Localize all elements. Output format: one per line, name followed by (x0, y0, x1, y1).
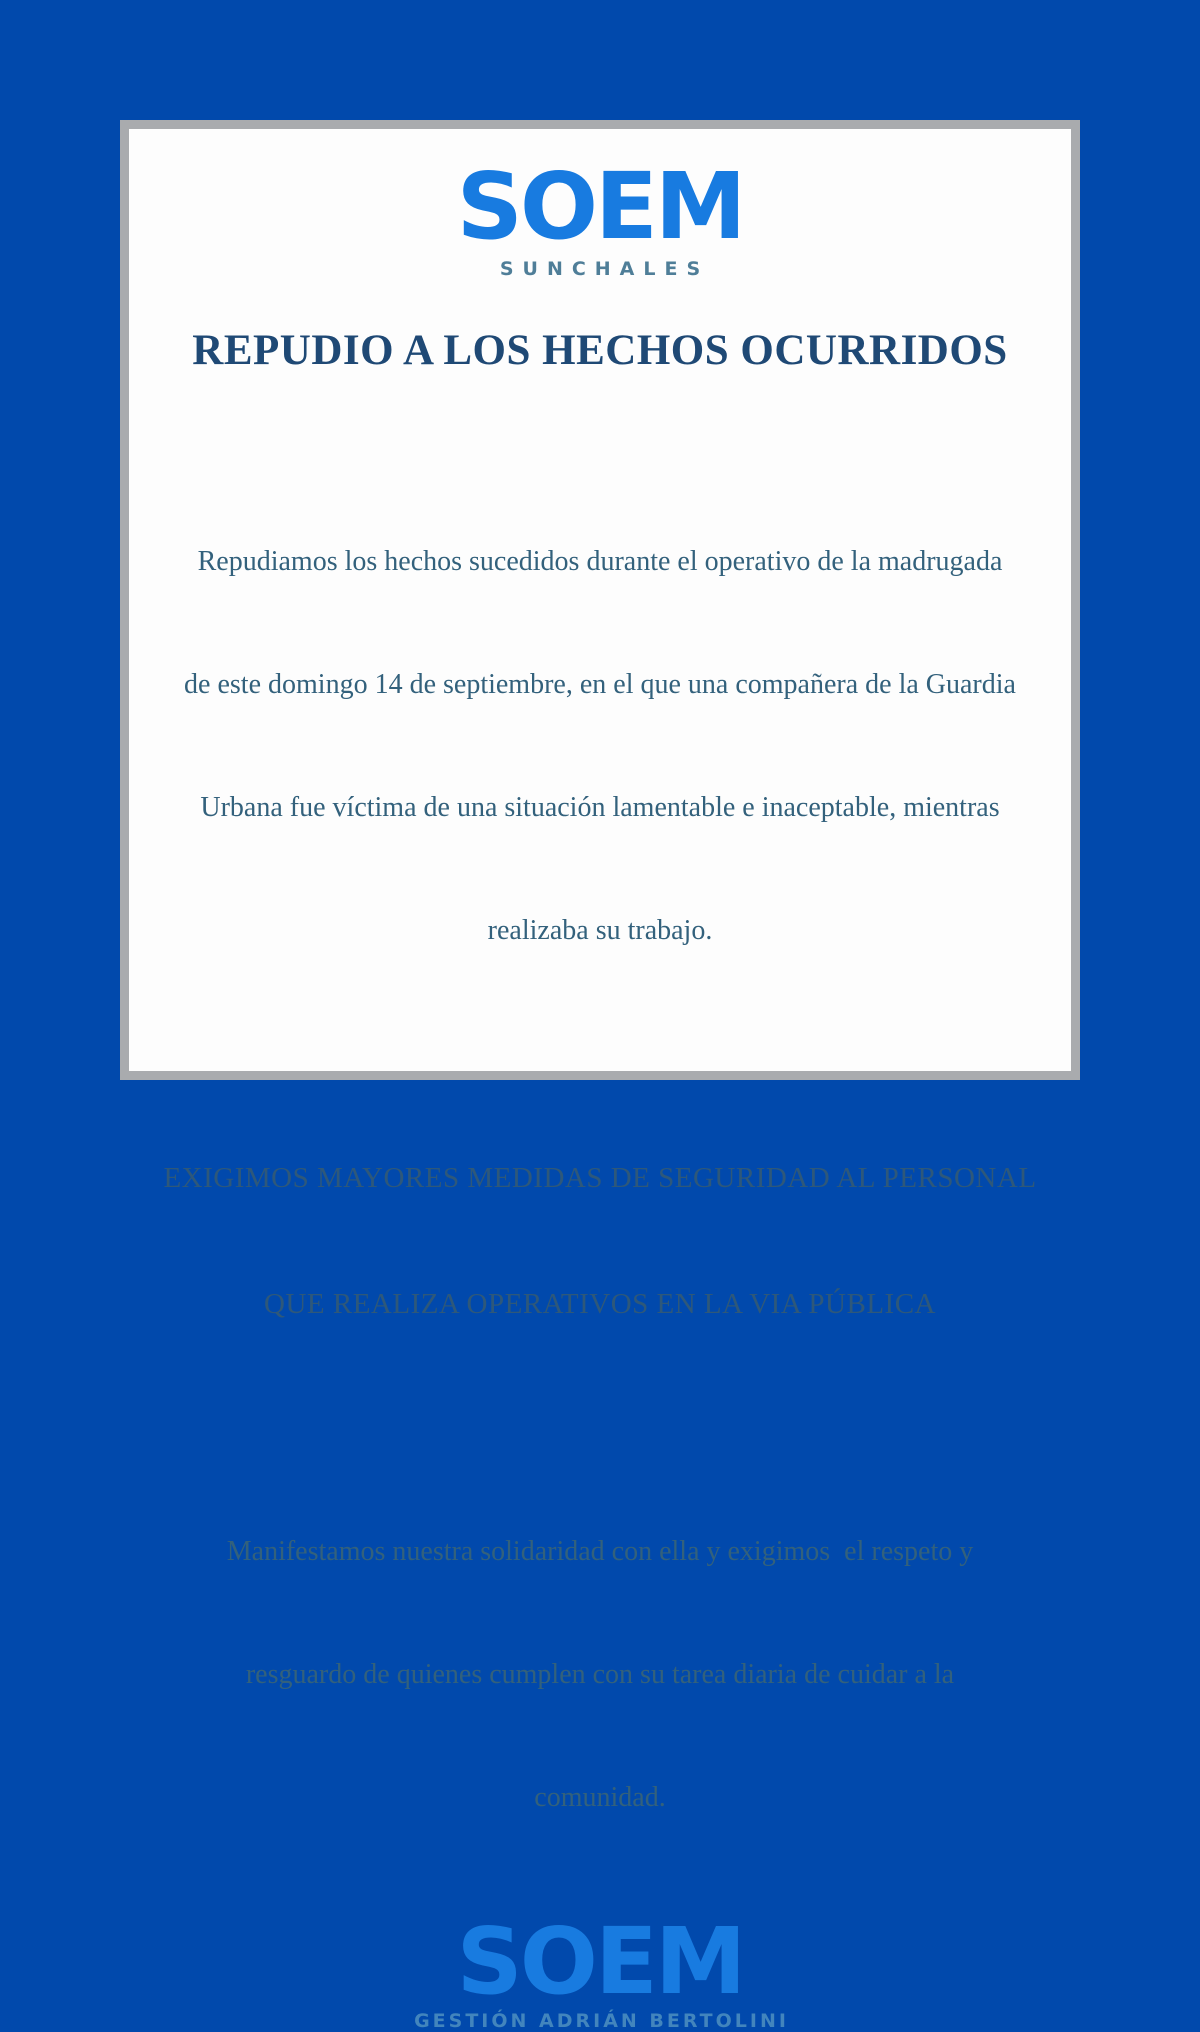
paragraph-solidaridad-line: comunidad. (534, 1781, 666, 1813)
paragraph-repudio (184, 459, 1016, 1033)
demand-statement-line: EXIGIMOS MAYORES MEDIDAS DE SEGURIDAD AL PERSONAL (163, 1161, 1037, 1194)
announcement-card (120, 120, 1080, 2032)
soem-logo-top-wordmark: SOEM (456, 153, 744, 260)
soem-logo-bottom-subtitle: GESTIÓN ADRIÁN BERTOLINI (414, 2010, 789, 2032)
paragraph-repudio-line: Urbana fue víctima de una situación lamentable e inaceptable, mientras (200, 791, 1000, 823)
paragraph-repudio-line: realizaba su trabajo. (487, 914, 713, 946)
paragraph-solidaridad (227, 1449, 973, 1900)
paragraph-solidaridad-line: Manifestamos nuestra solidaridad con ella y exigimos el respeto y (226, 1535, 974, 1567)
soem-logo-bottom-wordmark: SOEM (456, 1907, 744, 2015)
soem-logo-bottom (411, 1907, 789, 2032)
soem-logo-top (456, 153, 744, 280)
paragraph-repudio-line: de este domingo 14 de septiembre, en el que una compañera de la Guardia (184, 668, 1016, 700)
headline: REPUDIO A LOS HECHOS OCURRIDOS (192, 326, 1008, 374)
paragraph-solidaridad-line: resguardo de quienes cumplen con su tarea diaria de cuidar a la (245, 1658, 955, 1690)
demand-statement (163, 1073, 1036, 1409)
soem-logo-top-subtitle: SUNCHALES (499, 257, 710, 280)
demand-statement-line: QUE REALIZA OPERATIVOS EN LA VIA PÚBLICA (264, 1287, 936, 1320)
paragraph-repudio-line: Repudiamos los hechos sucedidos durante el operativo de la madrugada (197, 545, 1003, 577)
